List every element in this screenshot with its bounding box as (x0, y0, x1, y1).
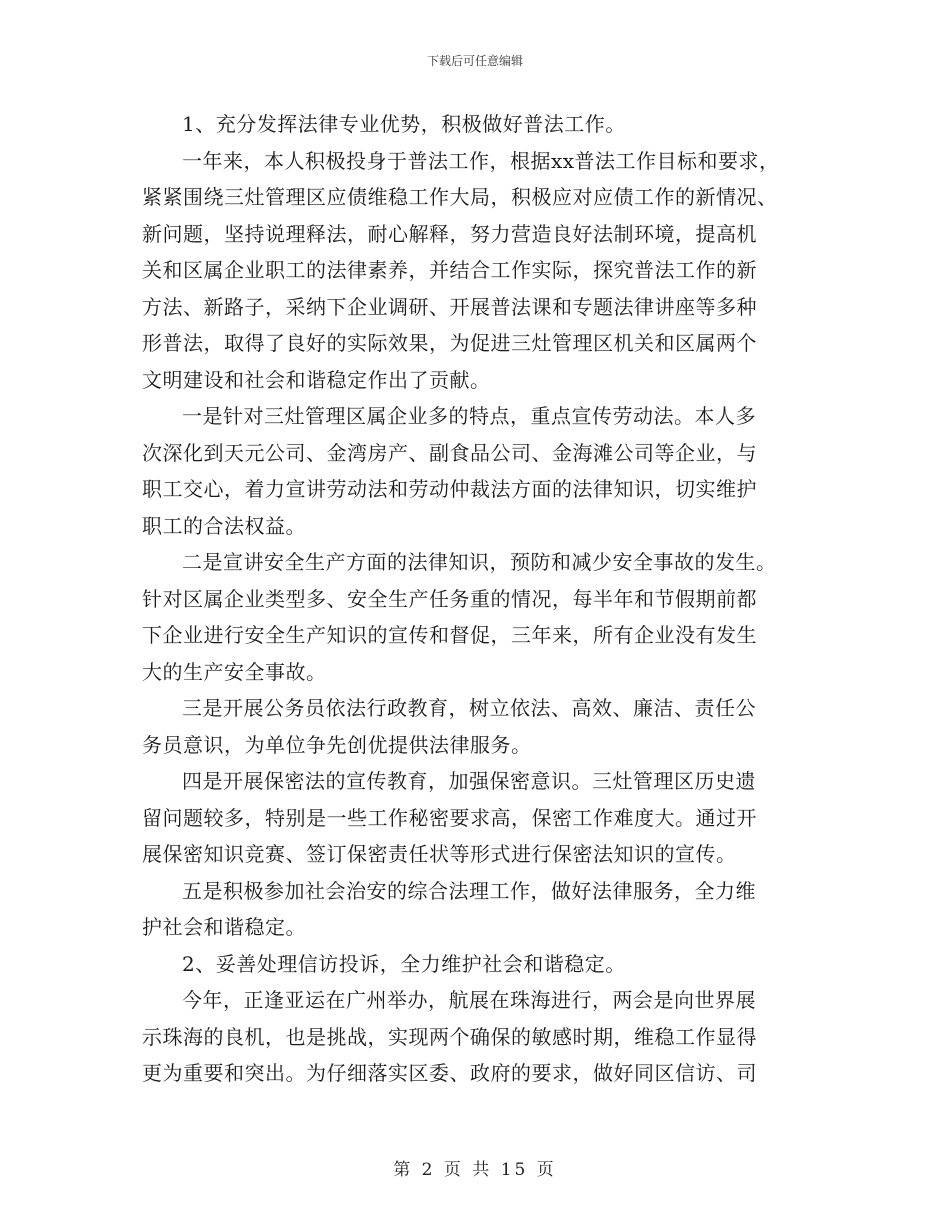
text-line: 紧紧围绕三灶管理区应债维稳工作大局，积极应对应债工作的新情况、 (142, 185, 778, 209)
text-line: 职工的合法权益。 (142, 513, 306, 538)
text-line: 大的生产安全事故。 (142, 659, 327, 684)
text-line: 1、充分发挥法律专业优势，积极做好普法工作。 (182, 112, 626, 136)
text-line: 示珠海的良机，也是挑战，实现两个确保的敏感时期，维稳工作显得 (142, 1024, 757, 1049)
text-line: 五是积极参加社会治安的综合法理工作，做好法律服务，全力维 (182, 878, 756, 903)
text-line: 新问题，坚持说理释法，耐心解释，努力营造良好法制环境，提高机 (142, 221, 757, 246)
text-line: 次深化到天元公司、金湾房产、副食品公司、金海滩公司等企业，与 (142, 440, 757, 465)
page-number: 第 2 页 共 15 页 (393, 1160, 557, 1180)
text-line: 方法、新路子，采纳下企业调研、开展普法课和专题法律讲座等多种 (142, 294, 757, 319)
text-line: 关和区属企业职工的法律素养，并结合工作实际，探究普法工作的新 (142, 258, 757, 282)
document-body (142, 106, 822, 1092)
text-line: 务员意识，为单位争先创优提供法律服务。 (142, 732, 532, 757)
text-line: 四是开展保密法的宣传教育，加强保密意识。三灶管理区历史遗 (182, 769, 756, 793)
text-line: 职工交心，着力宣讲劳动法和劳动仲裁法方面的法律知识，切实维护 (142, 477, 757, 501)
text-line: 下企业进行安全生产知识的宣传和督促，三年来，所有企业没有发生 (142, 623, 757, 647)
text-line: 文明建设和社会和谐稳定作出了贡献。 (142, 367, 491, 392)
text-line: 针对区属企业类型多、安全生产任务重的情况，每半年和节假期前都 (142, 586, 757, 611)
text-line: 形普法，取得了良好的实际效果，为促进三灶管理区机关和区属两个 (142, 331, 757, 355)
text-line: 展保密知识竞赛、签订保密责任状等形式进行保密法知识的宣传。 (142, 842, 737, 866)
text-line: 一是针对三灶管理区属企业多的特点，重点宣传劳动法。本人多 (182, 404, 756, 428)
text-line: 2、妥善处理信访投诉，全力维护社会和谐稳定。 (182, 951, 626, 976)
page-header: 下载后可任意编辑 (426, 54, 523, 68)
text-line: 二是宣讲安全生产方面的法律知识，预防和减少安全事故的发生。 (182, 550, 777, 574)
text-line: 更为重要和突出。为仔细落实区委、政府的要求，做好同区信访、司 (142, 1061, 757, 1085)
text-line: 三是开展公务员依法行政教育，树立依法、高效、廉洁、责任公 (182, 696, 756, 720)
text-line: 护社会和谐稳定。 (142, 915, 306, 939)
text-line: 留问题较多，特别是一些工作秘密要求高，保密工作难度大。通过开 (142, 805, 757, 830)
text-line: 一年来，本人积极投身于普法工作，根据xx普法工作目标和要求， (182, 148, 780, 173)
text-line: 今年，正逢亚运在广州举办，航展在珠海进行，两会是向世界展 (182, 988, 756, 1012)
